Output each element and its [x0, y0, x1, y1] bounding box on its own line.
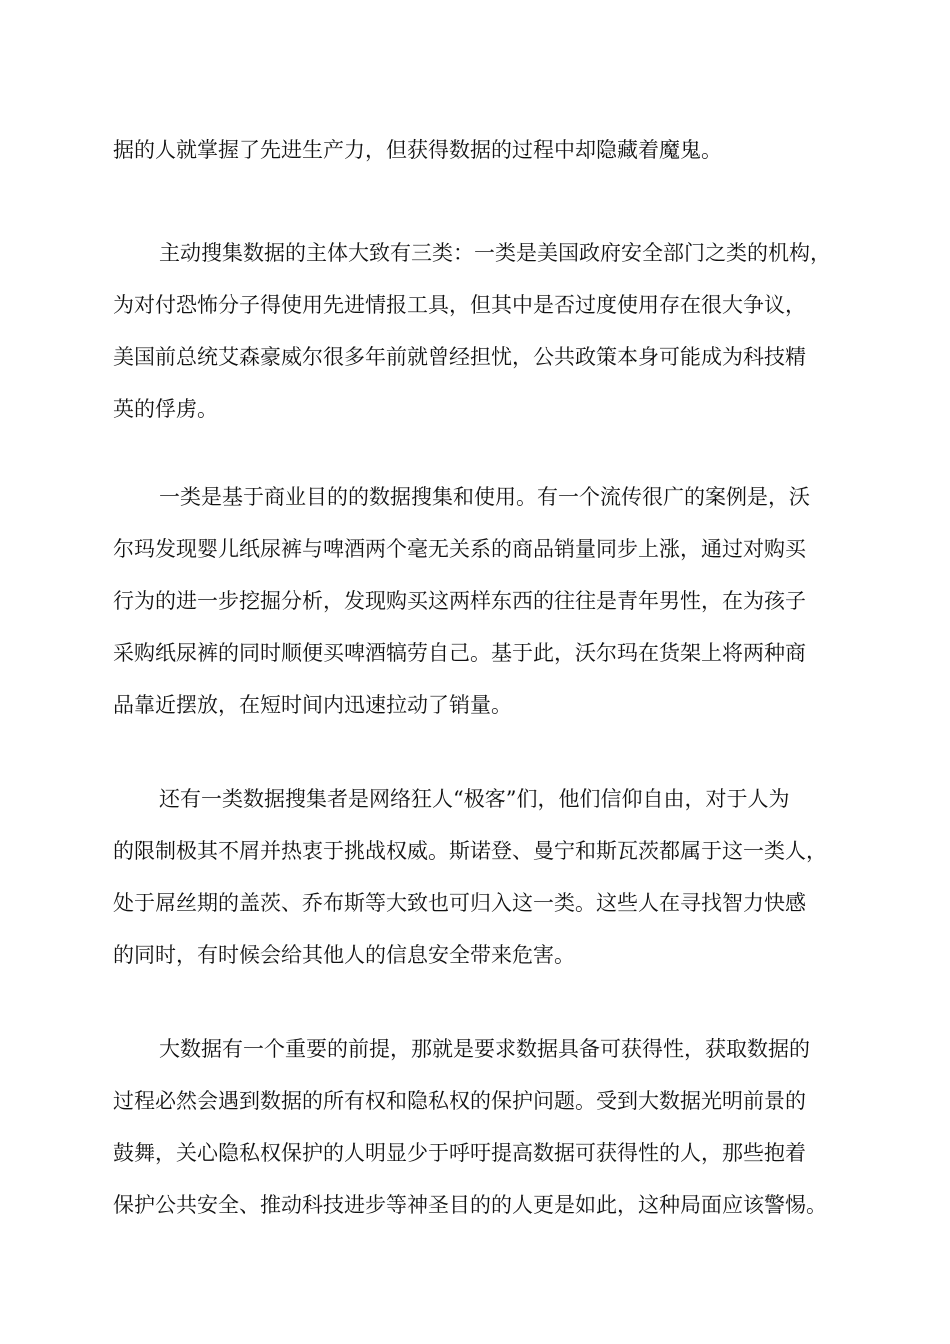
text-line: 还有一类数据搜集者是网络狂人“极客”们，他们信仰自由，对于人为: [159, 787, 790, 811]
text-line: 为对付恐怖分子得使用先进情报工具，但其中是否过度使用存在很大争议，: [113, 293, 806, 317]
text-line: 行为的进一步挖掘分析，发现购买这两样东西的往往是青年男性，在为孩子: [113, 589, 806, 613]
text-line: 的限制极其不屑并热衷于挑战权威。斯诺登、曼宁和斯瓦茨都属于这一类人，: [113, 839, 827, 863]
text-line: 处于屌丝期的盖茨、乔布斯等大致也可归入这一类。这些人在寻找智力快感: [113, 891, 806, 915]
text-line: 采购纸尿裤的同时顺便买啤酒犒劳自己。基于此，沃尔玛在货架上将两种商: [113, 641, 806, 665]
paragraph-privacy-premise: [113, 1023, 873, 1231]
text-line: 的同时，有时候会给其他人的信息安全带来危害。: [113, 943, 575, 967]
text-line: 主动搜集数据的主体大致有三类：一类是美国政府安全部门之类的机构，: [159, 241, 831, 265]
text-line: 过程必然会遇到数据的所有权和隐私权的保护问题。受到大数据光明前景的: [113, 1089, 806, 1113]
paragraph-continuation: [113, 124, 873, 176]
text-line: 英的俘虏。: [113, 397, 218, 421]
paragraph-commercial-use: [113, 471, 873, 731]
text-line: 品靠近摆放，在短时间内迅速拉动了销量。: [113, 693, 512, 717]
text-line: 美国前总统艾森豪威尔很多年前就曾经担忧，公共政策本身可能成为科技精: [113, 345, 806, 369]
text-line: 尔玛发现婴儿纸尿裤与啤酒两个毫无关系的商品销量同步上涨，通过对购买: [113, 537, 806, 561]
text-line: 保护公共安全、推动科技进步等神圣目的的人更是如此，这种局面应该警惕。: [113, 1193, 827, 1217]
paragraph-geeks: [113, 773, 873, 981]
text-line: 一类是基于商业目的的数据搜集和使用。有一个流传很广的案例是，沃: [159, 485, 810, 509]
text-line: 大数据有一个重要的前提，那就是要求数据具备可获得性，获取数据的: [159, 1037, 810, 1061]
text-line: 鼓舞，关心隐私权保护的人明显少于呼吁提高数据可获得性的人，那些抱着: [113, 1141, 806, 1165]
paragraph-data-collectors-intro: [113, 227, 873, 435]
text-line: 据的人就掌握了先进生产力，但获得数据的过程中却隐藏着魔鬼。: [113, 138, 722, 162]
